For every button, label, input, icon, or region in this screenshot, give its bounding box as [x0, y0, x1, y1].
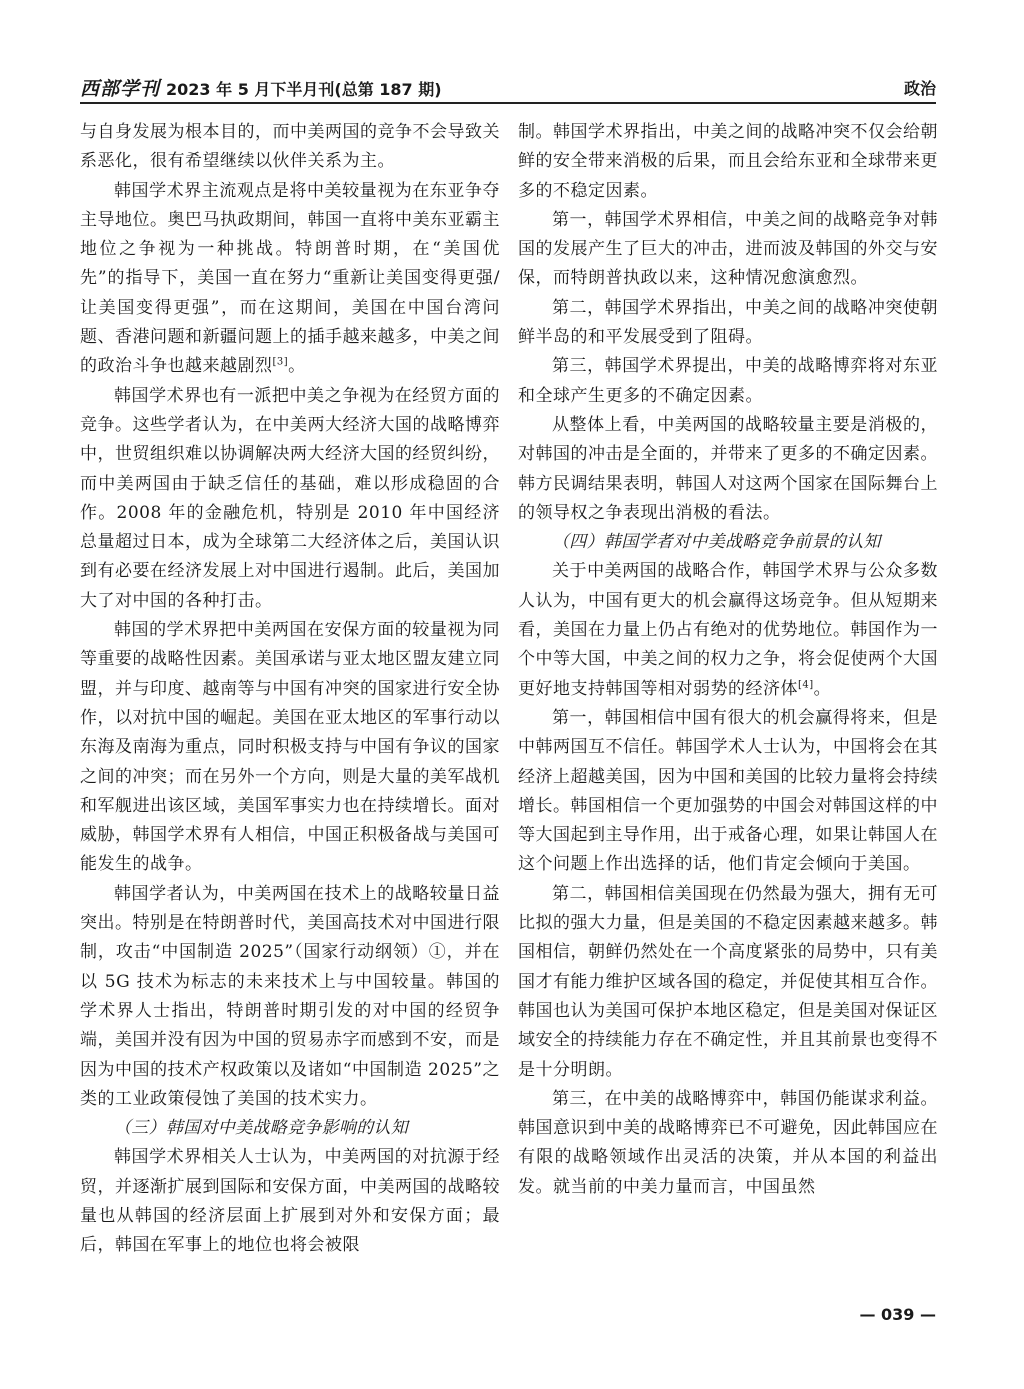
- paragraph-text: 韩国的学术界把中美两国在安保方面的较量视为同等重要的战略性因素。美国承诺与亚太地区盟友建立同盟，并与印度、越南等与中国有冲突的国家进行安全协作，以对抗中国的崛起。美国在亚太地区的军事行动以东海及南海为重点，同时积极支持与中国有争议的国家之间的冲突；而在另外一个方向，则是大量的美军战机和军舰进出该区域，美国军事实力也在持续增长。面对威胁，韩国学术界有人相信，中国正积极备战与美国可能发生的战争。: [80, 620, 500, 875]
- left-column: [80, 118, 500, 1261]
- section-subheading: [518, 528, 938, 557]
- body-paragraph: [518, 557, 938, 703]
- paragraph-text: （四）韩国学者对中美战略竞争前景的认知: [552, 532, 881, 553]
- paragraph-text: 第一，韩国相信中国有很大的机会赢得将来，但是中韩两国互不信任。韩国学术人士认为，中国将会在其经济上超越美国，因为中国和美国的比较力量将会持续增长。韩国相信一个更加强势的中国会对韩国这样的中等大国起到主导作用，出于戒备心理，如果让韩国人在这个问题上作出选择的话，他们肯定会倾向于美国。: [518, 707, 938, 875]
- right-column: [518, 118, 938, 1202]
- running-header: [80, 74, 936, 104]
- citation-ref[interactable]: [4]: [798, 678, 814, 690]
- body-paragraph: [518, 352, 938, 411]
- section-name: 政治: [903, 79, 936, 98]
- paragraph-tail: 。: [813, 678, 832, 699]
- body-paragraph: [518, 880, 938, 1085]
- body-paragraph: [518, 206, 938, 294]
- body-paragraph: [80, 1143, 500, 1260]
- citation-ref[interactable]: [3]: [272, 356, 289, 368]
- section-subheading: [80, 1114, 500, 1143]
- paragraph-text: 第二，韩国相信美国现在仍然最为强大，拥有无可比拟的强大力量，但是美国的不稳定因素越来越多。韩国相信，朝鲜仍然处在一个高度紧张的局势中，只有美国才有能力维护区域各国的稳定，并促使其相互合作。韩国也认为美国可保护本地区稳定，但是美国对保证区域安全的持续能力存在不确定性，并且其前景也变得不是十分明朗。: [518, 883, 938, 1080]
- paragraph-text: 韩国学术界也有一派把中美之争视为在经贸方面的竞争。这些学者认为，在中美两大经济大国的战略博弈中，世贸组织难以协调解决两大经济大国的经贸纠纷，而中美两国由于缺乏信任的基础，难以形成稳固的合作。2008 年的金融危机，特别是 2010 年中国经济总量超过日本，成为全球第二大经济体之后，美国认识到有必要在经济发展上对中国进行遏制。此后，美国加大了对中国的各种打击。: [80, 385, 500, 611]
- paragraph-text: 与自身发展为根本目的，而中美两国的竞争不会导致关系恶化，很有希望继续以伙伴关系为主。: [80, 122, 500, 172]
- body-paragraph: [80, 616, 500, 880]
- paragraph-text: 第二，韩国学术界指出，中美之间的战略冲突使朝鲜半岛的和平发展受到了阻碍。: [518, 297, 938, 348]
- paragraph-tail: 。: [288, 356, 306, 377]
- paragraph-text: 第一，韩国学术界相信，中美之间的战略竞争对韩国的发展产生了巨大的冲击，进而波及韩国的外交与安保，而特朗普执政以来，这种情况愈演愈烈。: [518, 209, 938, 289]
- paragraph-text: 韩国学者认为，中美两国在技术上的战略较量日益突出。特别是在特朗普时代，美国高技术对中国进行限制，攻击“中国制造 2025”（国家行动纲领）①，并在以 5G 技术为标志的未来技术上与中国较量。韩国的学术界人士指出，特朗普时期引发的对中国的经贸争端，美国并没有因为中国的贸易赤字而感到不安，而是因为中国的技术产权政策以及诸如“中国制造 2025”之类的工业政策侵蚀了美国的技术实力。: [80, 883, 500, 1109]
- body-paragraph: [80, 382, 500, 616]
- paragraph-text: 韩国学术界主流观点是将中美较量视为在东亚争夺主导地位。奥巴马执政期间，韩国一直将中美东亚霸主地位之争视为一种挑战。特朗普时期，在“美国优先”的指导下，美国一直在努力“重新让美国变得更强/让美国变得更强”，而在这期间，美国在中国台湾问题、香港问题和新疆问题上的插手越来越多，中美之间的政治斗争也越来越剧烈: [80, 180, 500, 377]
- paragraph-text: 韩国学术界相关人士认为，中美两国的对抗源于经贸，并逐渐扩展到国际和安保方面，中美两国的战略较量也从韩国的经济层面上扩展到对外和安保方面；最后，韩国在军事上的地位也将会被限: [80, 1147, 500, 1256]
- body-paragraph: [80, 880, 500, 1114]
- paragraph-text: 从整体上看，中美两国的战略较量主要是消极的，对韩国的冲击是全面的，并带来了更多的不确定因素。韩方民调结果表明，韩国人对这两个国家在国际舞台上的领导权之争表现出消极的看法。: [518, 414, 938, 523]
- body-paragraph: [518, 704, 938, 880]
- journal-logo: 西部学刊: [80, 78, 161, 100]
- body-paragraph: [518, 1085, 938, 1202]
- paragraph-text: 第三，韩国学术界提出，中美的战略博弈将对东亚和全球产生更多的不确定因素。: [518, 356, 938, 406]
- body-paragraph: [518, 118, 938, 206]
- header-left: [80, 74, 442, 101]
- body-paragraph: [518, 411, 938, 528]
- body-paragraph: [518, 294, 938, 353]
- paragraph-text: 第三，在中美的战略博弈中，韩国仍能谋求利益。韩国意识到中美的战略博弈已不可避免，因此韩国应在有限的战略领域作出灵活的决策，并从本国的利益出发。就当前的中美力量而言，中国虽然: [518, 1088, 938, 1197]
- body-paragraph: [80, 177, 500, 382]
- body-paragraph: [80, 118, 500, 177]
- paragraph-text: 关于中美两国的战略合作，韩国学术界与公众多数人认为，中国有更大的机会赢得这场竞争。但从短期来看，美国在力量上仍占有绝对的优势地位。韩国作为一个中等大国，中美之间的权力之争，将会促使两个大国更好地支持韩国等相对弱势的经济体: [518, 561, 938, 699]
- issue-info: 2023 年 5 月下半月刊(总第 187 期): [166, 80, 442, 99]
- page-number: — 039 —: [859, 1305, 936, 1324]
- paragraph-text: （三）韩国对中美战略竞争影响的认知: [114, 1118, 409, 1139]
- paragraph-text: 制。韩国学术界指出，中美之间的战略冲突不仅会给朝鲜的安全带来消极的后果，而且会给东亚和全球带来更多的不稳定因素。: [518, 122, 938, 201]
